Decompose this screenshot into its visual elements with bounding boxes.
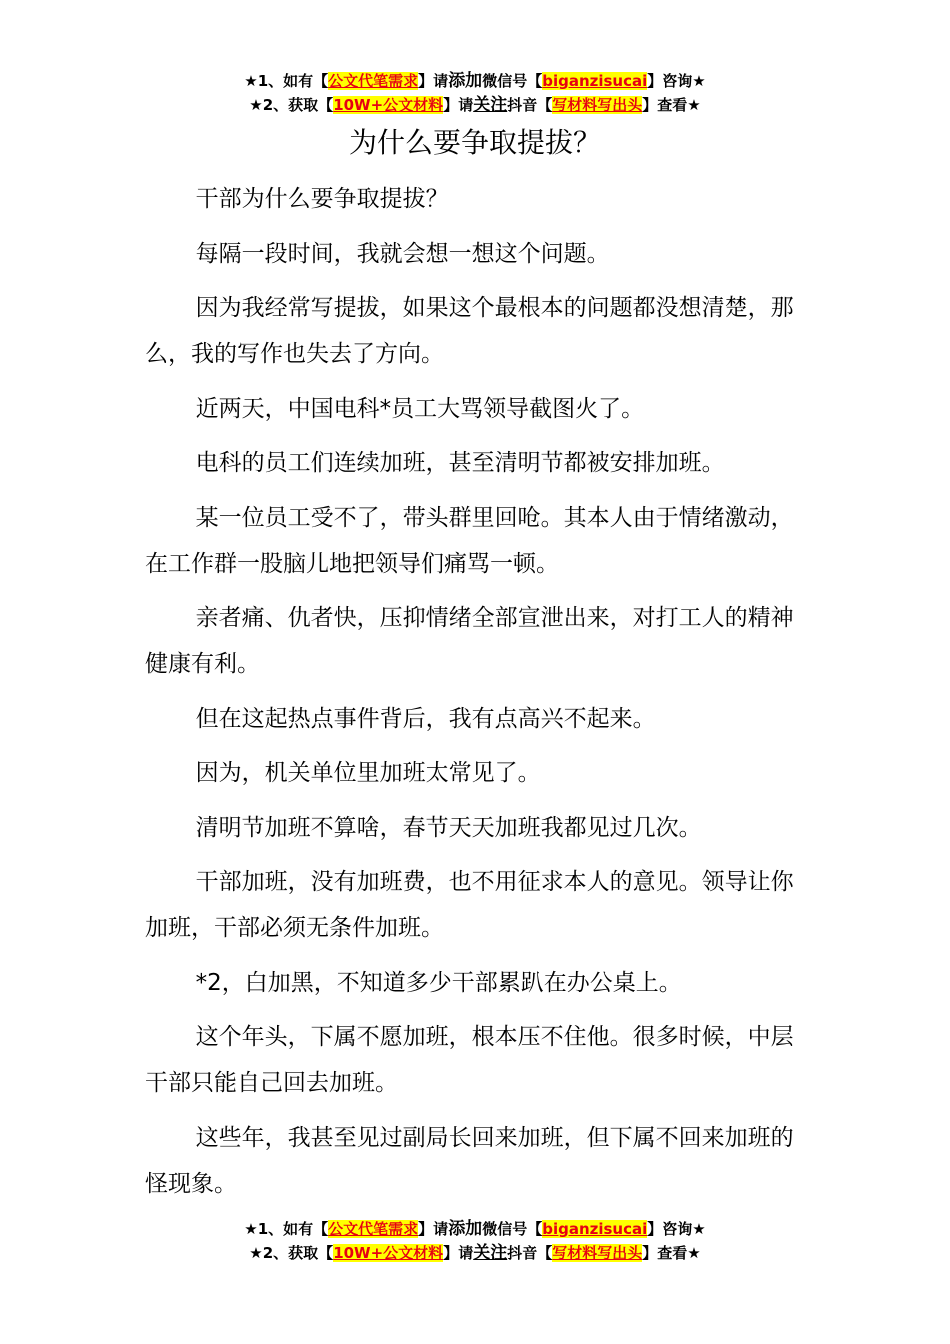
promo-text: ★1、如有【 — [244, 72, 329, 90]
paragraph: 清明节加班不算啥，春节天天加班我都见过几次。 — [195, 814, 702, 841]
promo-text: 抖音【 — [507, 1244, 553, 1262]
paragraph: 每隔一段时间，我就会想一想这个问题。 — [195, 240, 610, 267]
promo-text: ★2、获取【 — [249, 1244, 334, 1262]
promo-text: 添加 — [448, 71, 483, 91]
paragraph: 近两天，中国电科*员工大骂领导截图火了。 — [195, 395, 645, 422]
paragraph: 因为我经常写提拔，如果这个最根本的问题都没想清楚，那么，我的写作也失去了方向。 — [145, 295, 794, 367]
paragraph: 这些年，我甚至见过副局长回来加班，但下属不回来加班的怪现象。 — [145, 1124, 794, 1197]
promo-text: 】查看★ — [642, 1244, 701, 1262]
promo-banner-bottom — [0, 1217, 950, 1265]
promo-text: 】查看★ — [642, 96, 701, 114]
promo-text: 微信号【 — [482, 72, 543, 90]
promo-line-1 — [0, 1217, 950, 1241]
paragraph: 电科的员工们连续加班，甚至清明节都被安排加班。 — [195, 450, 725, 476]
promo-highlight: 10W+公文材料 — [333, 1244, 444, 1262]
promo-line-2 — [0, 1241, 950, 1265]
promo-text: 】咨询★ — [647, 72, 706, 90]
paragraph: 干部加班，没有加班费，也不用征求本人的意见。领导让你加班，干部必须无条件加班。 — [145, 869, 794, 941]
promo-text: 】请 — [443, 96, 474, 114]
promo-text: 】请 — [418, 1220, 449, 1238]
promo-highlight: biganzisucai — [542, 1220, 648, 1238]
promo-highlight: biganzisucai — [542, 72, 648, 90]
paragraph: 因为，机关单位里加班太常见了。 — [195, 760, 541, 786]
promo-text: 抖音【 — [507, 96, 553, 114]
promo-text: 】请 — [443, 1244, 474, 1262]
promo-highlight: 写材料写出头 — [552, 96, 643, 114]
paragraph: 但在这起热点事件背后，我有点高兴不起来。 — [195, 705, 656, 732]
promo-text: 关注 — [473, 95, 508, 115]
promo-text: 微信号【 — [482, 1220, 543, 1238]
promo-highlight: 公文代笔需求 — [328, 72, 419, 90]
promo-highlight: 写材料写出头 — [552, 1244, 643, 1262]
paragraph: 亲者痛、仇者快，压抑情绪全部宣泄出来，对打工人的精神健康有利。 — [145, 605, 794, 677]
promo-text: 】请 — [418, 72, 449, 90]
promo-text: 关注 — [473, 1243, 508, 1263]
promo-banner-top — [0, 69, 950, 117]
promo-text: ★1、如有【 — [244, 1220, 329, 1238]
promo-line-2 — [0, 93, 950, 117]
promo-highlight: 10W+公文材料 — [333, 96, 444, 114]
page-title: 为什么要争取提拔？ — [348, 126, 601, 159]
promo-highlight: 公文代笔需求 — [328, 1220, 419, 1238]
promo-text: 】咨询★ — [647, 1220, 706, 1238]
paragraph: 某一位员工受不了，带头群里回呛。其本人由于情绪激动，在工作群一股脑儿地把领导们痛骂一顿。 — [145, 504, 794, 577]
promo-text: ★2、获取【 — [249, 96, 334, 114]
paragraph: *2，白加黑，不知道多少干部累趴在办公桌上。 — [195, 969, 682, 996]
promo-line-1 — [0, 69, 950, 93]
article-body — [145, 176, 810, 1215]
paragraph: 这个年头，下属不愿加班，根本压不住他。很多时候，中层干部只能自己回去加班。 — [145, 1024, 794, 1096]
paragraph: 干部为什么要争取提拔？ — [195, 186, 449, 212]
promo-text: 添加 — [448, 1219, 483, 1239]
